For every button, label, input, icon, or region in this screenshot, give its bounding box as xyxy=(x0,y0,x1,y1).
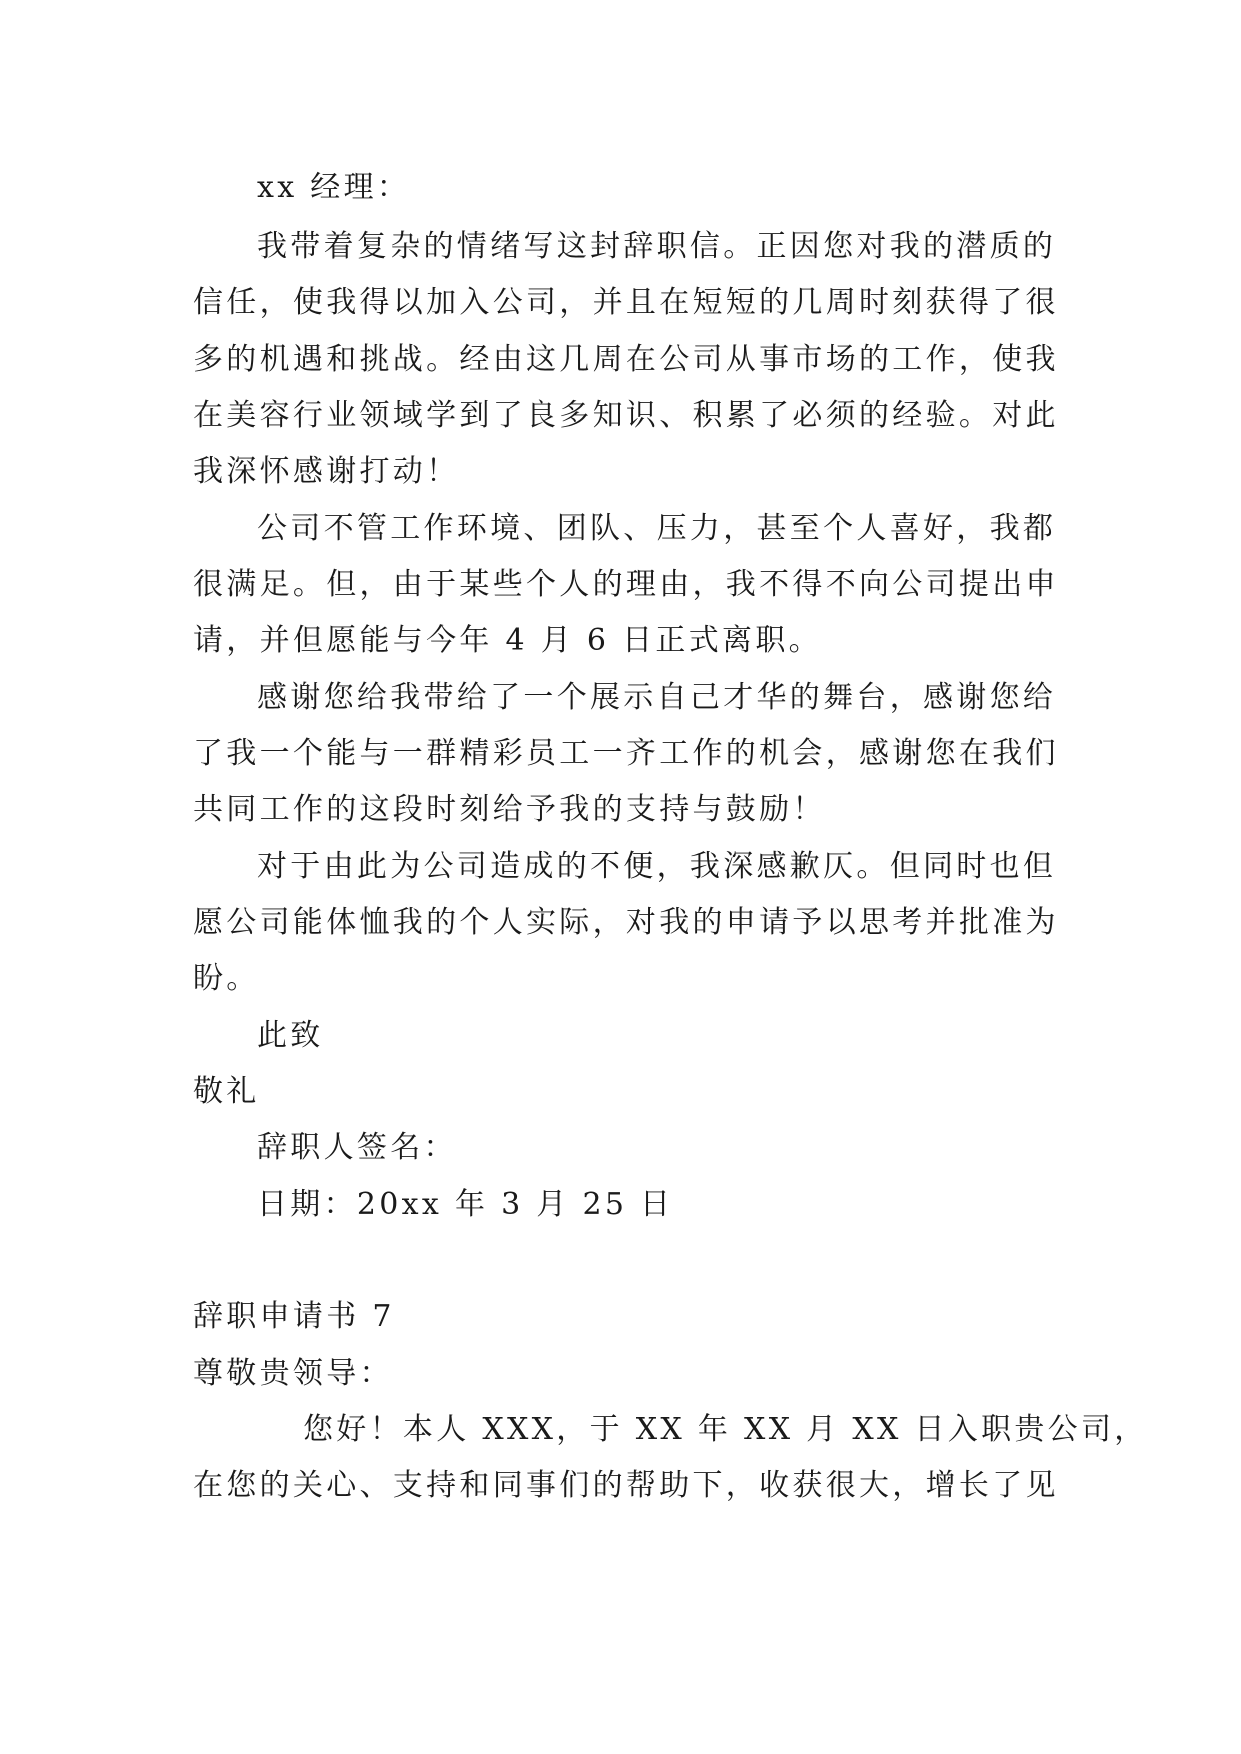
paragraph-line: 盼。 xyxy=(193,961,260,996)
paragraph-line: 对于由此为公司造成的不便，我深感歉仄。但同时也但 xyxy=(257,849,1057,884)
paragraph-line: 您好！本人 XXX，于 XX 年 XX 月 XX 日入职贵公司， xyxy=(303,1412,1148,1447)
paragraph-line: 感谢您给我带给了一个展示自己才华的舞台，感谢您给 xyxy=(257,680,1057,715)
paragraph-line: 愿公司能体恤我的个人实际，对我的申请予以思考并批准为 xyxy=(193,905,1059,940)
paragraph-line: 我深怀感谢打动！ xyxy=(193,454,460,489)
paragraph-line: 共同工作的这段时刻给予我的支持与鼓励！ xyxy=(193,792,826,827)
letter-salutation: 尊敬贵领导： xyxy=(193,1356,393,1391)
closing-line: 敬礼 xyxy=(193,1074,260,1109)
paragraph-line: 很满足。但，由于某些个人的理由，我不得不向公司提出申 xyxy=(193,567,1059,602)
paragraph-line: 多的机遇和挑战。经由这几周在公司从事市场的工作，使我 xyxy=(193,342,1059,377)
date-line: 日期：20xx 年 3 月 25 日 xyxy=(257,1187,674,1222)
signature-line: 辞职人签名： xyxy=(257,1130,457,1165)
paragraph-line: 在您的关心、支持和同事们的帮助下，收获很大，增长了见 xyxy=(193,1468,1059,1503)
paragraph-line: 我带着复杂的情绪写这封辞职信。正因您对我的潜质的 xyxy=(257,229,1057,264)
paragraph-line: 请，并但愿能与今年 4 月 6 日正式离职。 xyxy=(193,623,822,658)
section-heading: 辞职申请书 7 xyxy=(193,1299,395,1334)
paragraph-line: 在美容行业领域学到了良多知识、积累了必须的经验。对此 xyxy=(193,398,1059,433)
paragraph-line: 公司不管工作环境、团队、压力，甚至个人喜好，我都 xyxy=(257,511,1057,546)
paragraph-line: 信任，使我得以加入公司，并且在短短的几周时刻获得了很 xyxy=(193,285,1059,320)
closing-line: 此致 xyxy=(257,1018,324,1053)
letter-salutation: xx 经理： xyxy=(257,170,411,205)
paragraph-line: 了我一个能与一群精彩员工一齐工作的机会，感谢您在我们 xyxy=(193,736,1059,771)
